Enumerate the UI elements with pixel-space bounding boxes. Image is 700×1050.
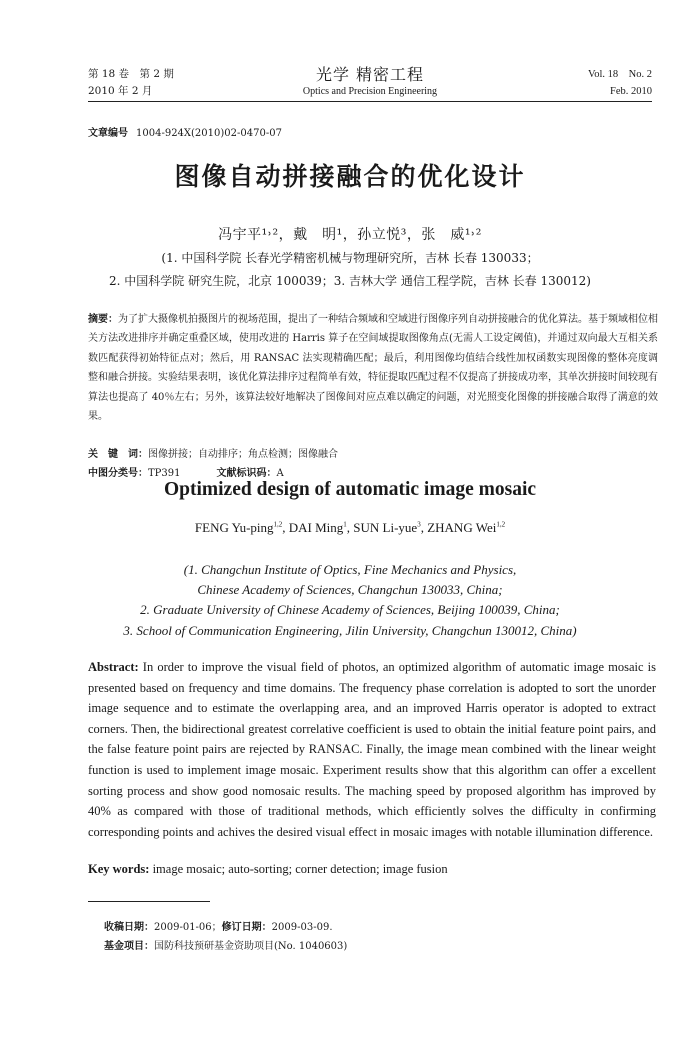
keywords-cn-label: 关 键 词： [88,449,148,460]
author-zhang: ZHANG Wei [427,520,497,535]
fund-label: 基金项目： [104,941,154,952]
footnote-dates [104,918,333,933]
affiliation-en-line4-text: 3. School of Communication Engineering, Jilin University, Changchun 130012, China) [123,623,577,638]
affiliation-en-line3-text: 2. Graduate University of Chinese Academy of Sciences, Beijing 100039, China; [140,602,560,617]
keywords-en-text: image mosaic; auto-sorting; corner detection; image fusion [152,862,448,876]
author-feng: FENG Yu-ping [194,520,274,535]
header-right [588,66,652,100]
authors-cn: 冯宇平¹˒²，戴 明¹，孙立悦³，张 威¹˒² [218,227,482,243]
abstract-cn-text: 为了扩大摄像机拍摄图片的视场范围，提出了一种结合频域和空域进行图像序列自动拼接融合的优化算法。基于频域相位相关方法改进排序并确定重叠区域，使用改进的 Harris 算子在空间域提取图像角点(无需人工设定阈值)，并通过双向最大互相关系数匹配获得初始特征点对；然后，用 RANSAC 法实现精确匹配；最后，利用图像均值结合线性加权函数实现图像的整体亮度调整和融合拼接。实验结果表明，该优化算法排序过程简单有效，特征提取匹配过程不仅提高了拼接成功率，其单次拼接时间较现有算法也提高了 40％左右；另外，该算法较好地解决了图像间对应点难以确定的问题，对光照变化图像的拼接融合取得了满意的效果。 [88,314,658,423]
keywords-cn [88,446,658,464]
abstract-cn-label: 摘要： [88,314,118,325]
affiliation-en-line2-text: Chinese Academy of Sciences, Changchun 130033, China; [197,582,503,597]
received-label: 收稿日期： [104,922,154,933]
abstract-en-text: In order to improve the visual field of photos, an optimized algorithm of automatic image mosaic is presented based on frequency and time domains. The frequency phase correlation is adopted to sort the unorder image sequence and to estimate the overlapping area, and an improved Harris operator is adopted to extract corners. Then, the bidirectional greatest correlative coefficient is used to obtain the initial feature point pairs, and the false feature point pairs are rejected by RANSAC. Finally, the image mean combined with the linear weight function is used to implement image mosaic. Experiment results show that this algorithm can offer a excellent sorting process and show good nomosaic results. The maching speed by proposed algorithm has improved by 40% as compared with those of traditional methods, which efficiently solves the difficulty in confirming corresponding points and achives the desired visual effect in mosaic images with notable illumination difference. [88,660,656,839]
doc-code-value: A [276,468,284,479]
received-date: 2009-01-06； [154,922,222,933]
affiliation-en-line2 [0,580,700,600]
author-sun: SUN Li-yue [353,520,418,535]
author-dai: DAI Ming [288,520,344,535]
author-zhang-aff: 1,2 [496,520,506,529]
journal-name-en: Optics and Precision Engineering [302,86,438,97]
doc-code-label: 文献标识码： [216,468,277,479]
volume-issue-cn: 第 18 卷 第 2 期 [88,68,174,80]
article-number [88,124,282,139]
footnote-rule [88,901,210,902]
author-dai-aff: 1 [343,520,347,529]
title-cn: 图像自动拼接融合的优化设计 [174,162,526,191]
abstract-en [88,657,656,842]
revised-date: 2009-03-09. [271,922,333,933]
clc-value: TP391 [148,468,181,479]
affiliation-cn-line1: (1. 中国科学院 长春光学精密机械与物理研究所，吉林 长春 130033； [161,251,539,265]
header-rule [88,101,652,102]
clc-label: 中图分类号： [88,468,148,479]
affiliation-en-line4 [0,621,700,641]
author-feng-aff: 1,2 [273,520,283,529]
date-en: Feb. 2010 [610,86,652,97]
authors-en: FENG Yu-ping$^{1,2}$, DAI Ming$^1$, SUN Li-yue$^3$, ZHANG Wei$^{1,2}$ [194,520,506,535]
keywords-en [88,862,448,877]
affiliation-en-line1-text: (1. Changchun Institute of Optics, Fine Mechanics and Physics, [183,562,517,577]
affiliation-cn-line2: 2. 中国科学院 研究生院，北京 100039；3. 吉林大学 通信工程学院，吉林 长春 130012) [109,274,591,288]
author-sun-aff: 3 [417,520,421,529]
header-journal [88,66,652,100]
revised-label: 修订日期： [221,922,272,933]
keywords-cn-text: 图像拼接；自动排序；角点检测；图像融合 [148,449,338,460]
fund-text: 国防科技预研基金资助项目(No. 1040603) [154,941,348,952]
abstract-en-label: Abstract: [88,660,139,674]
abstract-cn [88,310,658,426]
journal-name-cn: 光学 精密工程 [315,65,425,84]
running-header [88,66,652,102]
article-number-label: 文章编号 [88,128,128,139]
title-en: Optimized design of automatic image mosaic [163,479,537,500]
date-cn: 2010 年 2 月 [88,85,153,97]
article-number-value: 1004-924X(2010)02-0470-07 [136,128,282,139]
footnote-fund [104,937,347,952]
affiliation-en-line1 [0,560,700,580]
affiliation-en-line3 [0,600,700,620]
volume-issue-en: Vol. 18 No. 2 [588,69,652,80]
keywords-en-label: Key words: [88,862,150,876]
